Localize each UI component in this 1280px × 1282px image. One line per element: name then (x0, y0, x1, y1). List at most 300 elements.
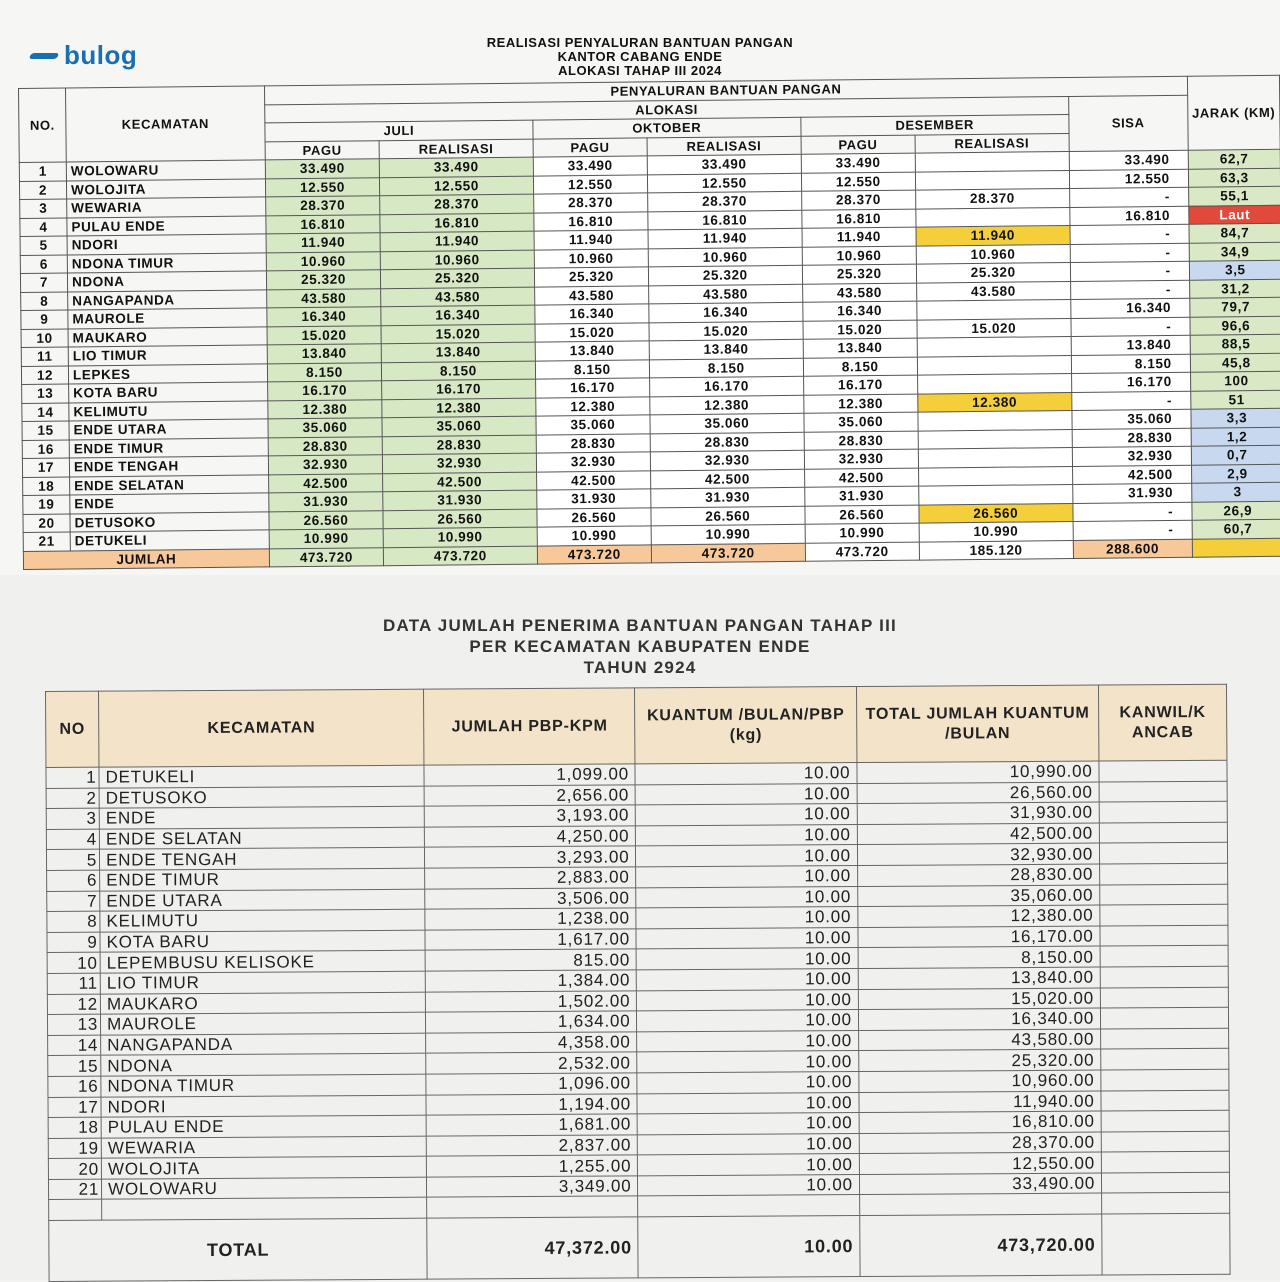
row-kecamatan: WOLOWARU (101, 1177, 427, 1200)
desember-pagu-cell: 25.320 (802, 264, 916, 284)
oktober-pagu-cell: 16.810 (534, 211, 648, 231)
juli-pagu-cell: 32.930 (268, 455, 382, 475)
desember-pagu-cell: 35.060 (804, 412, 918, 432)
row-kecamatan: MAUROLE (68, 308, 267, 329)
oktober-pagu-cell: 43.580 (534, 285, 648, 305)
sisa-cell: 32.930 (1072, 446, 1191, 466)
report2-title-line: DATA JUMLAH PENERIMA BANTUAN PANGAN TAHAP III (383, 616, 897, 635)
total-cell: 473.720 (805, 542, 919, 562)
kuantum-cell: 10.00 (638, 1154, 860, 1176)
juli-realisasi-cell: 11.940 (380, 231, 534, 251)
total-kuantum-cell: 28,370.00 (859, 1132, 1101, 1154)
kanwil-cell (1100, 904, 1228, 925)
row-no: 13 (22, 384, 69, 403)
oktober-pagu-cell: 12.550 (533, 174, 647, 194)
juli-realisasi-cell: 8.150 (381, 361, 535, 381)
row-kecamatan: KELIMUTU (69, 400, 268, 421)
blank-cell (1102, 1193, 1230, 1214)
desember-pagu-cell: 8.150 (803, 357, 917, 377)
oktober-pagu-cell: 25.320 (534, 267, 648, 287)
row-no: 12 (21, 365, 68, 384)
desember-realisasi-cell (917, 373, 1071, 393)
row-no: 19 (23, 495, 70, 514)
oktober-pagu-cell: 32.930 (536, 452, 650, 472)
desember-realisasi-cell: 28.370 (915, 188, 1069, 208)
total-kuantum-cell: 16,810.00 (859, 1111, 1101, 1133)
row-kecamatan: NDORI (101, 1095, 427, 1118)
sisa-cell: - (1070, 243, 1189, 263)
kanwil-cell (1101, 1049, 1229, 1070)
total-cell (1192, 538, 1280, 557)
kuantum-cell: 10.00 (636, 845, 858, 867)
jarak-cell: 0,7 (1191, 445, 1280, 464)
total-kuantum-cell: 13,840.00 (858, 967, 1100, 989)
desember-realisasi-cell: 15.020 (917, 318, 1071, 338)
row-kecamatan: DETUSOKO (70, 511, 269, 532)
row-no: 12 (47, 994, 100, 1015)
sisa-cell: - (1073, 520, 1192, 540)
row-kecamatan: DETUSOKO (99, 786, 425, 809)
pbp-cell: 4,250.00 (425, 826, 636, 848)
row-no: 1 (19, 162, 66, 181)
juli-realisasi-cell: 31.930 (383, 490, 537, 510)
kanwil-cell (1099, 781, 1227, 802)
kuantum-cell: 10.00 (638, 1133, 860, 1155)
kuantum-cell: 10.00 (637, 1010, 859, 1032)
row-no: 21 (23, 532, 70, 551)
oktober-pagu-cell: 10.960 (534, 248, 648, 268)
juli-realisasi-cell: 16.340 (381, 305, 535, 325)
row-kecamatan: DETUKELI (99, 765, 425, 788)
desember-pagu-cell: 28.830 (804, 431, 918, 451)
total-kuantum-cell: 16,170.00 (858, 926, 1100, 948)
desember-realisasi-cell (915, 170, 1069, 190)
oktober-realisasi-cell: 32.930 (650, 450, 804, 470)
juli-realisasi-cell: 28.830 (382, 435, 536, 455)
desember-realisasi-cell: 11.940 (916, 225, 1070, 245)
desember-realisasi-cell: 10.990 (919, 521, 1073, 541)
row-kecamatan: ENDE SELATAN (70, 474, 269, 495)
sisa-cell: 8.150 (1071, 354, 1190, 374)
total-kuantum-cell: 25,320.00 (859, 1049, 1101, 1071)
jarak-cell: 51 (1190, 390, 1280, 409)
kanwil-cell (1101, 1131, 1229, 1152)
desember-pagu-cell: 16.340 (803, 301, 917, 321)
desember-realisasi-cell: 25.320 (916, 262, 1070, 282)
sisa-cell: 16.810 (1070, 206, 1189, 226)
header-oktober: OKTOBER (533, 117, 801, 138)
sisa-cell: 35.060 (1072, 409, 1191, 429)
jarak-cell: 60,7 (1192, 519, 1280, 538)
row-kecamatan: MAUKARO (68, 326, 267, 347)
row-no: 21 (48, 1179, 101, 1200)
distribution-report-photo (0, 0, 1280, 575)
kanwil-cell (1101, 1028, 1229, 1049)
juli-pagu-cell: 11.940 (266, 233, 380, 253)
row-kecamatan: WOLOJITA (66, 178, 265, 199)
sisa-cell: 16.340 (1070, 298, 1189, 318)
total-kuantum-cell: 28,830.00 (857, 864, 1099, 886)
desember-pagu-cell: 15.020 (803, 320, 917, 340)
row-kecamatan: PULAU ENDE (67, 215, 266, 236)
juli-realisasi-cell: 15.020 (381, 324, 535, 344)
row-no: 18 (48, 1117, 101, 1138)
distribution-table-body (19, 149, 1280, 551)
header-kecamatan: KECAMATAN (66, 86, 266, 162)
header-sisa: SISA (1068, 95, 1188, 152)
row-no: 4 (20, 217, 67, 236)
header-jarak: JARAK (KM) (1187, 75, 1280, 150)
oktober-pagu-cell: 28.370 (534, 193, 648, 213)
sisa-cell: 12.550 (1069, 169, 1188, 189)
report1-title-line: KANTOR CABANG ENDE (557, 49, 723, 64)
report1-title (380, 36, 900, 78)
desember-pagu-cell: 16.810 (802, 209, 916, 229)
oktober-pagu-cell: 12.380 (536, 396, 650, 416)
kuantum-cell: 10.00 (637, 1071, 859, 1093)
pbp-cell: 3,349.00 (427, 1176, 638, 1198)
pbp-cell: 3,193.00 (425, 805, 636, 827)
oktober-pagu-cell: 11.940 (534, 230, 648, 250)
oktober-realisasi-cell: 13.840 (649, 339, 803, 359)
desember-pagu-cell: 12.550 (801, 172, 915, 192)
kanwil-cell (1099, 822, 1227, 843)
total-kuantum-cell: 16,340.00 (858, 1008, 1100, 1030)
row-kecamatan: ENDE UTARA (100, 889, 426, 912)
juli-realisasi-cell: 28.370 (380, 194, 534, 214)
blank-cell (49, 1200, 102, 1221)
header-pbp: JUMLAH PBP-KPM (424, 688, 635, 765)
oktober-realisasi-cell: 16.340 (649, 302, 803, 322)
juli-pagu-cell: 26.560 (269, 510, 383, 530)
desember-pagu-cell: 28.370 (801, 190, 915, 210)
juli-pagu-cell: 25.320 (266, 270, 380, 290)
pbp-cell: 1,681.00 (427, 1114, 638, 1136)
kuantum-cell: 10.00 (636, 824, 858, 846)
row-no: 2 (19, 180, 66, 199)
desember-realisasi-cell (918, 410, 1072, 430)
report2-title (230, 615, 1050, 678)
row-no: 17 (22, 458, 69, 477)
row-kecamatan: LIO TIMUR (100, 971, 426, 994)
oktober-realisasi-cell: 16.170 (649, 376, 803, 396)
juli-pagu-cell: 16.340 (267, 307, 381, 327)
oktober-pagu-cell: 42.500 (536, 470, 650, 490)
row-kecamatan: LIO TIMUR (68, 345, 267, 366)
row-kecamatan: ENDE (70, 493, 269, 514)
kuantum-cell: 10.00 (637, 1051, 859, 1073)
desember-pagu-cell: 31.930 (805, 486, 919, 506)
desember-pagu-cell: 10.990 (805, 523, 919, 543)
row-no: 6 (20, 254, 67, 273)
header-alokasi: ALOKASI (265, 96, 1069, 123)
juli-realisasi-cell: 43.580 (381, 287, 535, 307)
total-kuantum-cell: 35,060.00 (858, 885, 1100, 907)
jarak-cell: 3 (1191, 482, 1280, 501)
sisa-cell: - (1073, 502, 1192, 522)
row-kecamatan: WOLOJITA (101, 1156, 427, 1179)
total-label: JUMLAH (23, 548, 269, 569)
kuantum-cell: 10.00 (637, 968, 859, 990)
total-kuantum-cell: 12,550.00 (859, 1152, 1101, 1174)
pbp-cell: 1,194.00 (426, 1093, 637, 1115)
sisa-cell: - (1070, 224, 1189, 244)
report2-title-line: PER KECAMATAN KABUPATEN ENDE (469, 637, 811, 656)
juli-pagu-cell: 28.370 (266, 196, 380, 216)
desember-pagu-cell: 11.940 (802, 227, 916, 247)
jarak-cell: 96,6 (1190, 316, 1280, 335)
jarak-cell: 62,7 (1188, 149, 1280, 168)
total-kuantum-cell: 12,380.00 (858, 905, 1100, 927)
header-kecamatan: KECAMATAN (99, 689, 425, 767)
juli-realisasi-cell: 16.170 (382, 379, 536, 399)
blank-cell (427, 1196, 638, 1218)
oktober-realisasi-cell: 43.580 (648, 284, 802, 304)
pbp-cell: 1,255.00 (427, 1155, 638, 1177)
row-kecamatan: ENDE TENGAH (99, 848, 425, 871)
jarak-cell: 45,8 (1190, 353, 1280, 372)
juli-pagu-cell: 33.490 (265, 159, 379, 179)
report1-title-line: REALISASI PENYALURAN BANTUAN PANGAN (486, 35, 794, 50)
jarak-cell: Laut (1189, 205, 1280, 224)
row-kecamatan: LEPKES (68, 363, 267, 384)
oktober-realisasi-cell: 28.830 (650, 432, 804, 452)
kanwil-cell (1100, 884, 1228, 905)
desember-realisasi-cell (918, 484, 1072, 504)
kanwil-cell (1100, 863, 1228, 884)
kuantum-cell: 10.00 (637, 989, 859, 1011)
header-desember: DESEMBER (801, 115, 1069, 136)
header-no: NO. (19, 88, 67, 162)
oktober-realisasi-cell: 28.370 (647, 191, 801, 211)
oktober-realisasi-cell: 10.990 (651, 524, 805, 544)
kuantum-cell: 10.00 (635, 763, 857, 785)
total-cell: 473.720 (383, 546, 537, 566)
row-kecamatan: KELIMUTU (100, 909, 426, 932)
pbp-cell: 815.00 (425, 949, 636, 971)
row-no: 7 (20, 273, 67, 292)
header-juli: JULI (265, 120, 533, 141)
oktober-realisasi-cell: 10.960 (648, 247, 802, 267)
jarak-cell: 100 (1190, 371, 1280, 390)
pbp-cell: 1,099.00 (424, 764, 635, 786)
recipients-report-photo (0, 575, 1280, 1280)
row-no: 20 (48, 1158, 101, 1179)
total-kanwil (1102, 1213, 1230, 1275)
row-kecamatan: WEWARIA (101, 1136, 427, 1159)
jarak-cell: 34,9 (1189, 242, 1280, 261)
juli-pagu-cell: 13.840 (267, 344, 381, 364)
total-pbp: 47,372.00 (427, 1217, 638, 1279)
juli-pagu-cell: 15.020 (267, 325, 381, 345)
bulog-logo-icon (30, 47, 60, 65)
oktober-realisasi-cell: 15.020 (649, 321, 803, 341)
jarak-cell: 1,2 (1191, 427, 1280, 446)
kanwil-cell (1099, 760, 1227, 781)
oktober-realisasi-cell: 35.060 (650, 413, 804, 433)
report2-title-line: TAHUN 2924 (583, 658, 697, 677)
row-kecamatan: WOLOWARU (66, 160, 265, 181)
row-kecamatan: NDORI (67, 234, 266, 255)
oktober-realisasi-cell: 12.550 (647, 173, 801, 193)
row-no: 16 (22, 439, 69, 458)
row-no: 9 (47, 932, 100, 953)
oktober-realisasi-cell: 31.930 (651, 487, 805, 507)
blank-cell (859, 1194, 1101, 1216)
desember-realisasi-cell (918, 447, 1072, 467)
total-kuantum-cell: 11,940.00 (859, 1091, 1101, 1113)
juli-realisasi-cell: 12.550 (379, 176, 533, 196)
juli-realisasi-cell: 35.060 (382, 416, 536, 436)
oktober-pagu-cell: 35.060 (536, 415, 650, 435)
sisa-cell: - (1070, 280, 1189, 300)
total-kuantum-cell: 43,580.00 (858, 1029, 1100, 1051)
row-no: 5 (20, 236, 67, 255)
juli-pagu-cell: 16.170 (268, 381, 382, 401)
row-kecamatan: LEPEMBUSU KELISOKE (100, 951, 426, 974)
desember-realisasi-cell: 10.960 (916, 244, 1070, 264)
kuantum-cell: 10.00 (636, 886, 858, 908)
jarak-cell: 26,9 (1192, 501, 1280, 520)
header-pagu: PAGU (801, 135, 915, 155)
jarak-cell: 88,5 (1190, 334, 1280, 353)
total-cell: 288.600 (1073, 539, 1192, 559)
juli-pagu-cell: 35.060 (268, 418, 382, 438)
row-no: 3 (20, 199, 67, 218)
row-no: 15 (22, 421, 69, 440)
total-cell: 473.720 (651, 543, 805, 563)
desember-pagu-cell: 12.380 (804, 394, 918, 414)
oktober-realisasi-cell: 16.810 (648, 210, 802, 230)
pbp-cell: 3,293.00 (425, 846, 636, 868)
oktober-pagu-cell: 26.560 (537, 507, 651, 527)
desember-realisasi-cell (917, 336, 1071, 356)
total-kuantum-cell: 42,500.00 (857, 823, 1099, 845)
oktober-pagu-cell: 33.490 (533, 156, 647, 176)
row-no: 14 (22, 402, 69, 421)
row-no: 7 (47, 891, 100, 912)
row-kecamatan: ENDE TENGAH (69, 456, 268, 477)
kanwil-cell (1100, 843, 1228, 864)
row-kecamatan: WEWARIA (67, 197, 266, 218)
total-cell: 473.720 (269, 547, 383, 567)
desember-pagu-cell: 43.580 (802, 283, 916, 303)
row-no: 5 (46, 850, 99, 871)
jarak-cell: 55,1 (1188, 186, 1280, 205)
juli-realisasi-cell: 10.960 (380, 250, 534, 270)
sisa-cell: 31.930 (1072, 483, 1191, 503)
oktober-pagu-cell: 16.340 (535, 304, 649, 324)
row-kecamatan: NANGAPANDA (68, 289, 267, 310)
kuantum-cell: 10.00 (637, 1092, 859, 1114)
pbp-cell: 1,096.00 (426, 1073, 637, 1095)
juli-realisasi-cell: 42.500 (383, 472, 537, 492)
oktober-realisasi-cell: 25.320 (648, 265, 802, 285)
desember-pagu-cell: 32.930 (804, 449, 918, 469)
juli-pagu-cell: 10.960 (266, 251, 380, 271)
total-kuantum: 473,720.00 (860, 1214, 1103, 1276)
total-label: TOTAL (49, 1218, 428, 1281)
oktober-pagu-cell: 31.930 (537, 489, 651, 509)
desember-realisasi-cell: 26.560 (919, 503, 1073, 523)
desember-realisasi-cell: 43.580 (916, 281, 1070, 301)
oktober-realisasi-cell: 8.150 (649, 358, 803, 378)
jarak-cell: 79,7 (1189, 297, 1280, 316)
total-kuantum-cell: 26,560.00 (857, 782, 1099, 804)
juli-realisasi-cell: 10.990 (383, 527, 537, 547)
desember-realisasi-cell (918, 429, 1072, 449)
row-no: 6 (47, 870, 100, 891)
juli-realisasi-cell: 16.810 (380, 213, 534, 233)
header-group: PENYALURAN BANTUAN PANGAN (264, 76, 1187, 104)
desember-realisasi-cell: 12.380 (917, 392, 1071, 412)
row-kecamatan: MAUKARO (100, 992, 426, 1015)
desember-pagu-cell: 33.490 (801, 153, 915, 173)
desember-realisasi-cell (917, 299, 1071, 319)
oktober-realisasi-cell: 42.500 (650, 469, 804, 489)
jarak-cell: 2,9 (1191, 464, 1280, 483)
logo-text: bulog (64, 40, 138, 70)
kuantum-cell: 10.00 (638, 1174, 860, 1196)
juli-realisasi-cell: 26.560 (383, 509, 537, 529)
row-kecamatan: ENDE SELATAN (99, 827, 425, 850)
jarak-cell: 31,2 (1189, 279, 1280, 298)
row-kecamatan: PULAU ENDE (101, 1115, 427, 1138)
header-pagu: PAGU (265, 140, 379, 160)
kanwil-cell (1100, 987, 1228, 1008)
kanwil-cell (1101, 1069, 1229, 1090)
juli-pagu-cell: 8.150 (267, 362, 381, 382)
row-kecamatan: KOTA BARU (100, 930, 426, 953)
pbp-cell: 1,617.00 (425, 929, 636, 951)
desember-realisasi-cell (917, 355, 1071, 375)
row-kecamatan: NDONA TIMUR (67, 252, 266, 273)
jarak-cell: 63,3 (1188, 168, 1280, 187)
row-no: 13 (47, 1014, 100, 1035)
oktober-pagu-cell: 16.170 (535, 378, 649, 398)
kanwil-cell (1101, 1110, 1229, 1131)
row-no: 3 (46, 808, 99, 829)
row-no: 10 (21, 328, 68, 347)
row-kecamatan: ENDE (99, 806, 425, 829)
juli-pagu-cell: 31.930 (269, 492, 383, 512)
kuantum-cell: 10.00 (638, 1113, 860, 1135)
juli-pagu-cell: 10.990 (269, 529, 383, 549)
header-realisasi: REALISASI (379, 139, 533, 159)
desember-realisasi-cell (915, 151, 1069, 171)
row-kecamatan: MAUROLE (100, 1012, 426, 1035)
kuantum-cell: 10.00 (637, 948, 859, 970)
sisa-cell: 28.830 (1072, 428, 1191, 448)
desember-realisasi-cell (918, 466, 1072, 486)
row-kecamatan: NDONA (67, 271, 266, 292)
juli-pagu-cell: 12.550 (265, 177, 379, 197)
desember-realisasi-cell (916, 207, 1070, 227)
sisa-cell: - (1070, 261, 1189, 281)
oktober-pagu-cell: 28.830 (536, 433, 650, 453)
row-no: 9 (21, 310, 68, 329)
row-no: 15 (48, 1055, 101, 1076)
report1-title-line: ALOKASI TAHAP III 2024 (558, 63, 722, 78)
pbp-cell: 2,837.00 (427, 1135, 638, 1157)
row-no: 2 (46, 788, 99, 809)
kanwil-cell (1100, 925, 1228, 946)
row-kecamatan: ENDE TIMUR (100, 868, 426, 891)
total-cell: 185.120 (919, 540, 1073, 560)
desember-pagu-cell: 16.170 (803, 375, 917, 395)
desember-pagu-cell: 10.960 (802, 246, 916, 266)
total-kuantum-cell: 32,930.00 (857, 843, 1099, 865)
